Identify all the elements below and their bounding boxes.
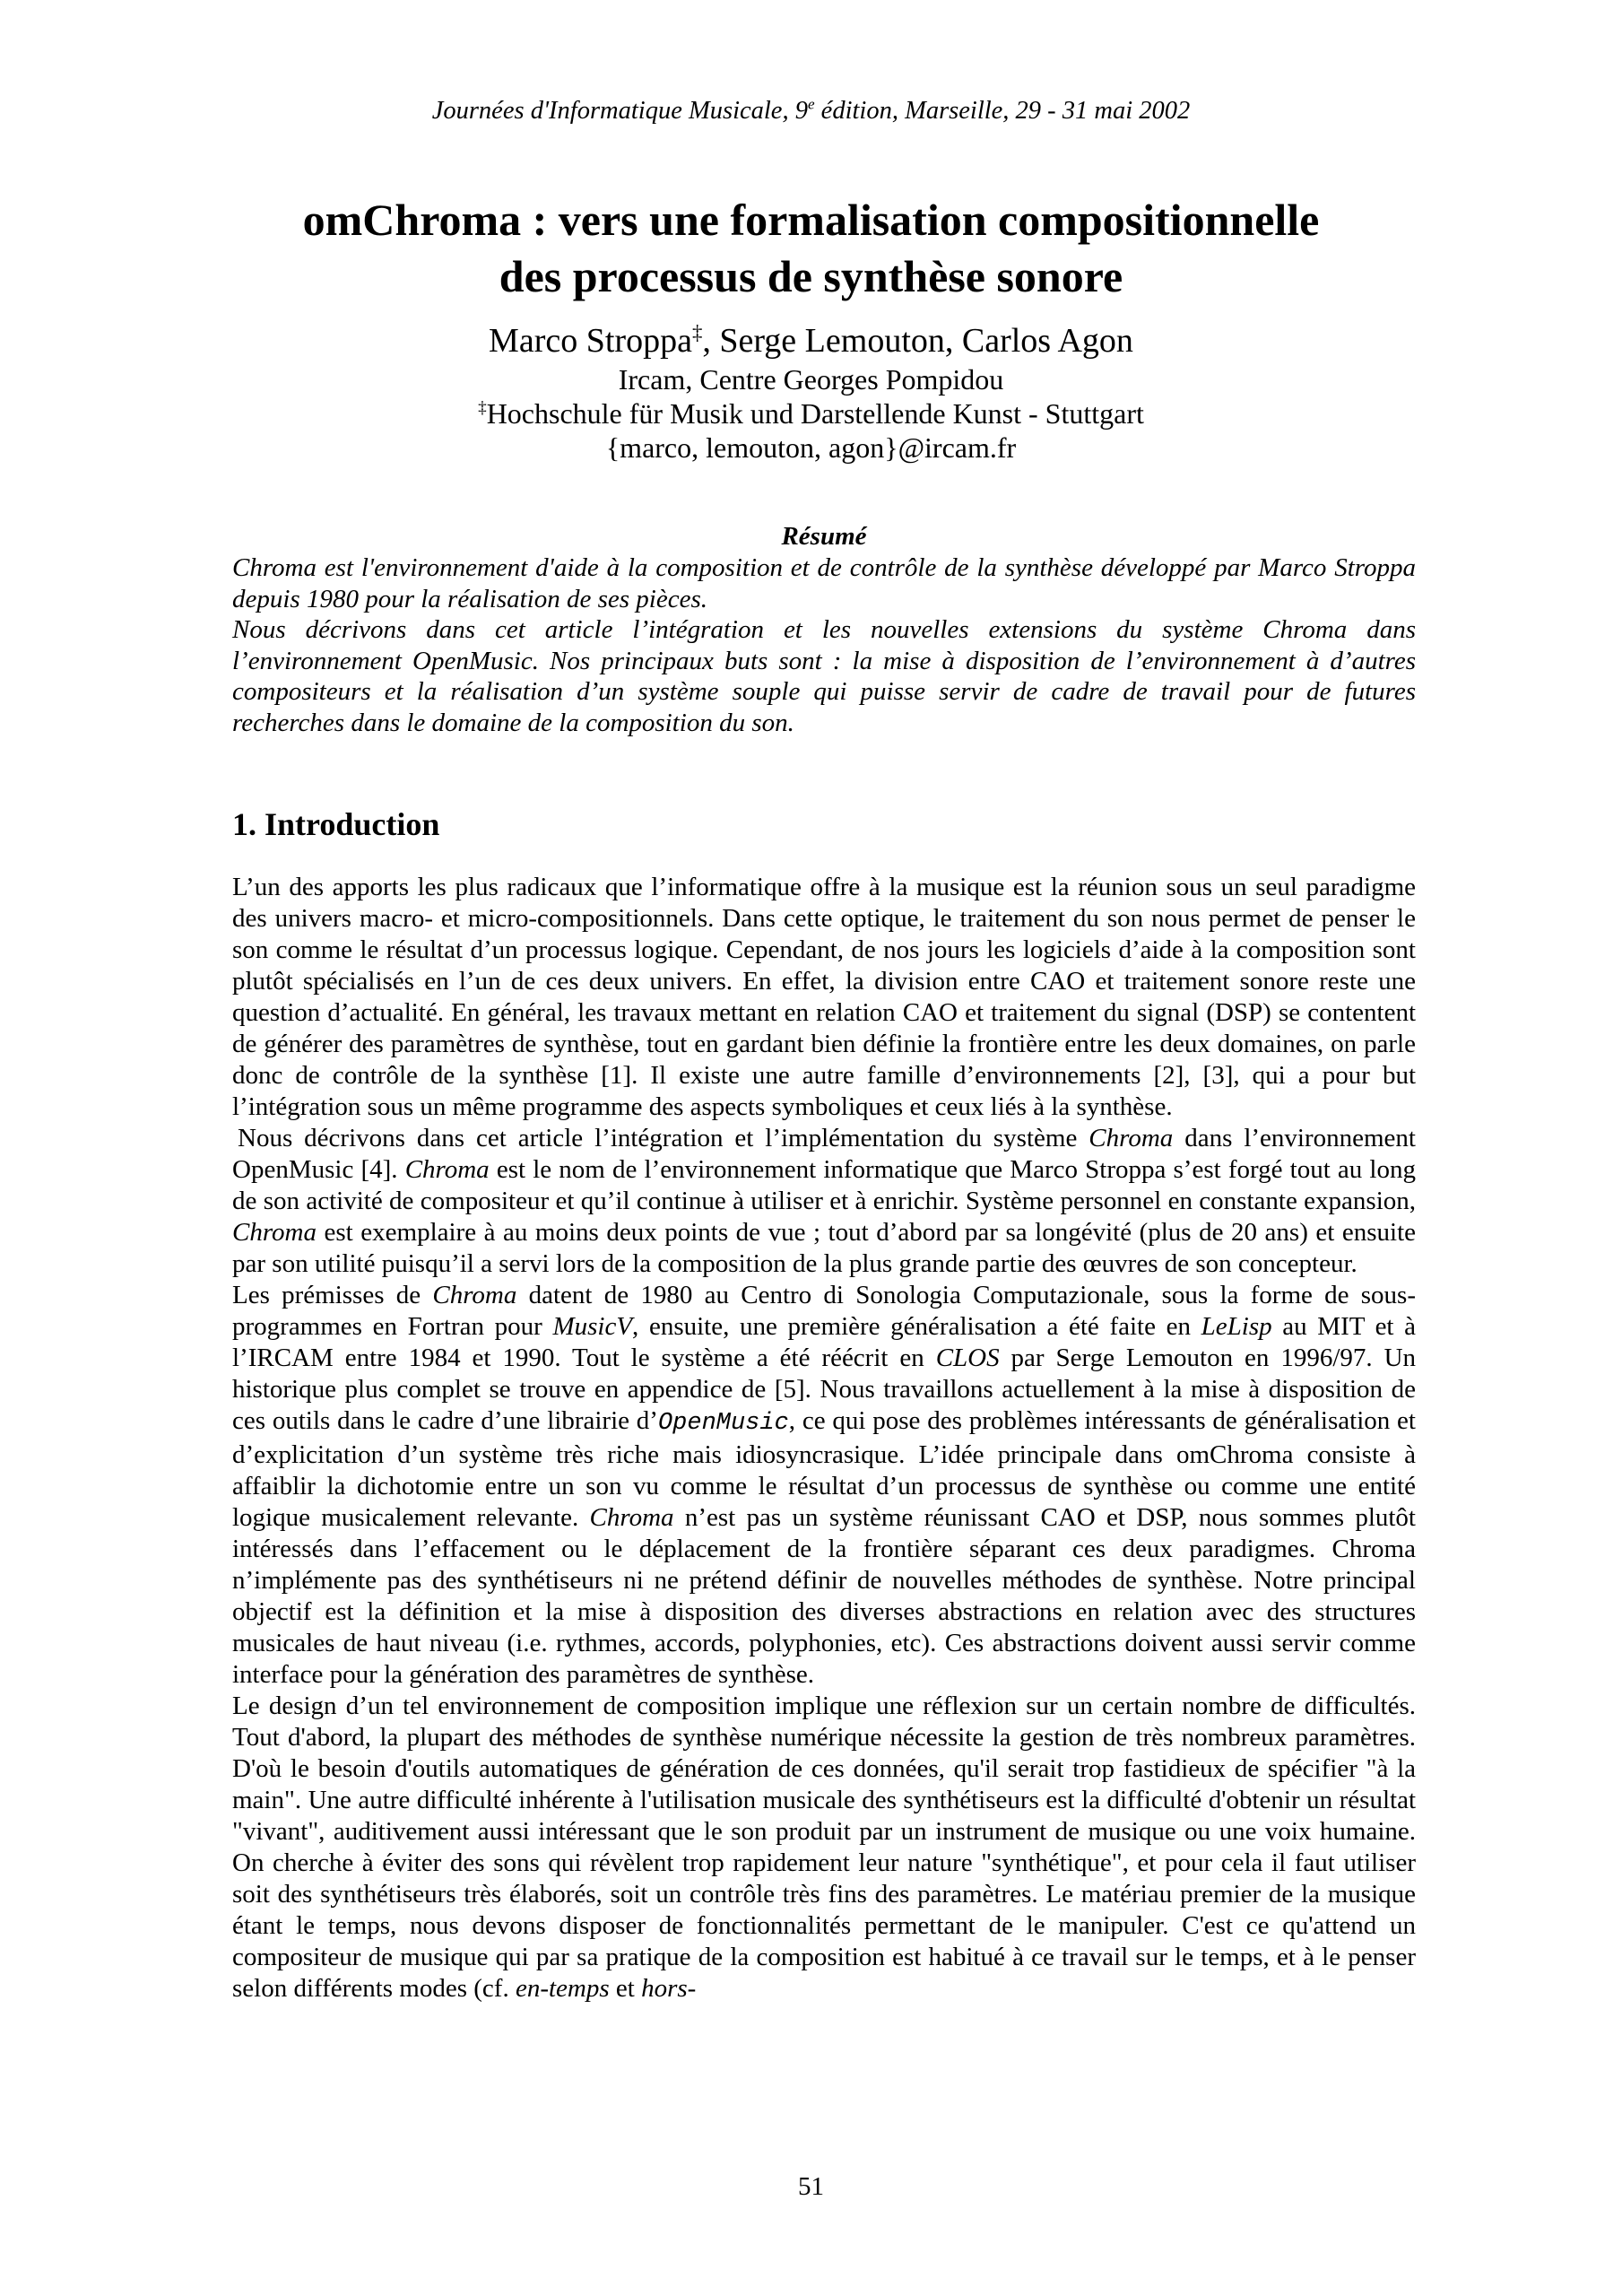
affiliation-stuttgart-text: Hochschule für Musik und Darstellende Kunst - Stuttgart (486, 397, 1144, 430)
en-temps-term: en-temps (515, 1974, 610, 2003)
intro-paragraph-2 (232, 1123, 1416, 1280)
text-run: datent de 1980 au Centro di Sonologia Computazionale, sous la forme de sous-programmes en Fortran pour (232, 1281, 1416, 1341)
author-first: Marco Stroppa (489, 322, 692, 360)
intro-paragraph-1: L’un des apports les plus radicaux que l’informatique offre à la musique est la réunion sous un seul paradigme des univers macro- et micro-compositionnels. Dans cette optique, le traitement du son nous permet de penser le son comme le résultat d’un processus logique. Cependant, de nos jours les logiciels d’aide à la composition sont plutôt spécialisés en l’un de ces deux univers. En effet, la division entre CAO et traitement sonore reste une question d’actualité. En général, les travaux mettant en relation CAO et traitement du signal (DSP) se contentent de générer des paramètres de synthèse, tout en gardant bien définie la frontière entre les deux domaines, on parle donc de contrôle de la synthèse [1]. Il existe une autre famille d’environnements [2], [3], qui a pour but l’intégration sous un même programme des aspects symboliques et ceux liés à la synthèse. (232, 873, 1416, 1121)
text-run: est le nom de l’environnement informatique que Marco Stroppa s’est forgé tout au long de son activité de compositeur et qu’il continue à utiliser et à enrichir. Système personnel en constante expansion, (232, 1155, 1416, 1215)
abstract-paragraph-1: Chroma est l'environnement d'aide à la composition et de contrôle de la synthèse développé par Marco Stroppa depuis 1980 pour la réalisation de ses pièces. (232, 553, 1416, 613)
chroma-term: Chroma (232, 1218, 317, 1247)
running-header (0, 95, 1622, 127)
hors-term: hors- (641, 1974, 697, 2003)
text-run: , ensuite, une première généralisation a été faite en (632, 1312, 1201, 1341)
affiliation-stuttgart (0, 396, 1622, 430)
text-run: au MIT et à l’IRCAM entre 1984 et 1990. Tout le système a été réécrit en (232, 1312, 1417, 1372)
abstract-paragraph-2: Nous décrivons dans cet article l’intégration et les nouvelles extensions du système Chroma dans l’environnement OpenMusic. Nos principaux buts sont : la mise à disposition de l’environnement à d’autres compositeurs et la réalisation d’un système souple qui puisse servir de cadre de travail pour de futures recherches dans le domaine de la composition du son. (232, 615, 1416, 737)
abstract (232, 520, 1416, 738)
text-run: et (609, 1974, 642, 2003)
openmusic-term: OpenMusic (657, 1410, 789, 1437)
musicv-term: MusicV (552, 1312, 633, 1341)
chroma-term: Chroma (404, 1155, 490, 1184)
author-block (0, 319, 1622, 465)
clos-term: CLOS (935, 1344, 1000, 1372)
text-run: Le design d’un tel environnement de composition implique une réflexion sur un certain nombre de difficultés. Tout d'abord, la plupart des méthodes de synthèse numérique nécessite la gestion de très nombreux paramètres. D'où le besoin d'outils automatiques de génération de ces données, qu'il serait trop fastidieux de spécifier "à la main". Une autre difficulté inhérente à l'utilisation musicale des synthétiseurs est la difficulté d'obtenir un résultat "vivant", auditivement aussi intéressant que le son produit par un instrument de musique ou une voix humaine. On cherche à éviter des sons qui révèlent trop rapidement leur nature "synthétique", et pour cela il faut utiliser soit des synthétiseurs très élaborés, soit un contrôle très fins des paramètres. Le matériau premier de la musique étant le temps, nous devons disposer de fonctionnalités permettant de le manipuler. C'est ce qu'attend un compositeur de musique qui par sa pratique de la composition est habitué à ce travail sur le temps, et à le penser selon différents modes (cf. (232, 1692, 1416, 2003)
running-header-superscript: e (807, 95, 815, 113)
introduction-body (232, 872, 1416, 2005)
chroma-term: Chroma (589, 1503, 674, 1532)
page-number: 51 (798, 2172, 824, 2201)
chroma-term: Chroma (432, 1281, 517, 1309)
paper-title-line-2: des processus de synthèse sonore (499, 251, 1123, 301)
author-emails: {marco, lemouton, agon}@ircam.fr (605, 431, 1017, 464)
text-run: Nous décrivons dans cet article l’intégration et l’implémentation du système (238, 1124, 1089, 1152)
lelisp-term: LeLisp (1201, 1312, 1272, 1341)
intro-paragraph-3 (232, 1280, 1416, 1691)
abstract-heading: Résumé (781, 522, 867, 551)
text-run: n’est pas un système réunissant CAO et DSP, nous sommes plutôt intéressés dans l’effacement ou le déplacement de la frontière séparant ces deux paradigmes. Chroma n’implémente pas des synthétiseurs ni ne prétend définir de nouvelles méthodes de synthèse. Notre principal objectif est la définition et la mise à disposition des diverses abstractions en relation avec des structures musicales de haut niveau (i.e. rythmes, accords, polyphonies, etc). Ces abstractions doivent aussi servir comme interface pour la génération des paramètres de synthèse. (232, 1503, 1416, 1689)
running-header-text: Journées d'Informatique Musicale, 9 (431, 97, 808, 125)
running-header-text-end: édition, Marseille, 29 - 31 mai 2002 (814, 97, 1191, 125)
affiliation-ircam: Ircam, Centre Georges Pompidou (618, 363, 1004, 396)
section-heading-introduction: 1. Introduction (232, 806, 440, 842)
text-run: , ce qui pose des problèmes intéressants de généralisation et d’explicitation d’un système très riche mais idiosyncrasique. L’idée principale dans omChroma consiste à affaiblir la dichotomie entre un son vu comme le résultat d’un processus de synthèse ou comme une entité logique musicalement relevante. (232, 1406, 1416, 1532)
author-names (0, 319, 1622, 362)
chroma-term: Chroma (1089, 1124, 1174, 1152)
author-dagger-mark: ‡ (691, 321, 703, 344)
text-run: est exemplaire à au moins deux points de vue ; tout d’abord par sa longévité (plus de 20 ans) et ensuite par son utilité puisqu’il a servi lors de la composition de la plus grande partie des œuvres de son concepteur. (232, 1218, 1416, 1278)
text-run: par Serge Lemouton en 1996/97. Un historique plus complet se trouve en appendice de [5]. Nous travaillons actuellement à la mise à disposition de ces outils dans le cadre d’une librairie d’ (232, 1344, 1417, 1435)
paper-title (0, 192, 1622, 305)
author-others: , Serge Lemouton, Carlos Agon (702, 322, 1133, 360)
text-run: dans l’environnement OpenMusic [4]. (232, 1124, 1416, 1184)
text-run: Les prémisses de (232, 1281, 433, 1309)
intro-paragraph-4 (232, 1691, 1416, 2005)
paper-title-line-1: omChroma : vers une formalisation compositionnelle (302, 195, 1320, 245)
affiliation-dagger-mark: ‡ (478, 398, 487, 418)
